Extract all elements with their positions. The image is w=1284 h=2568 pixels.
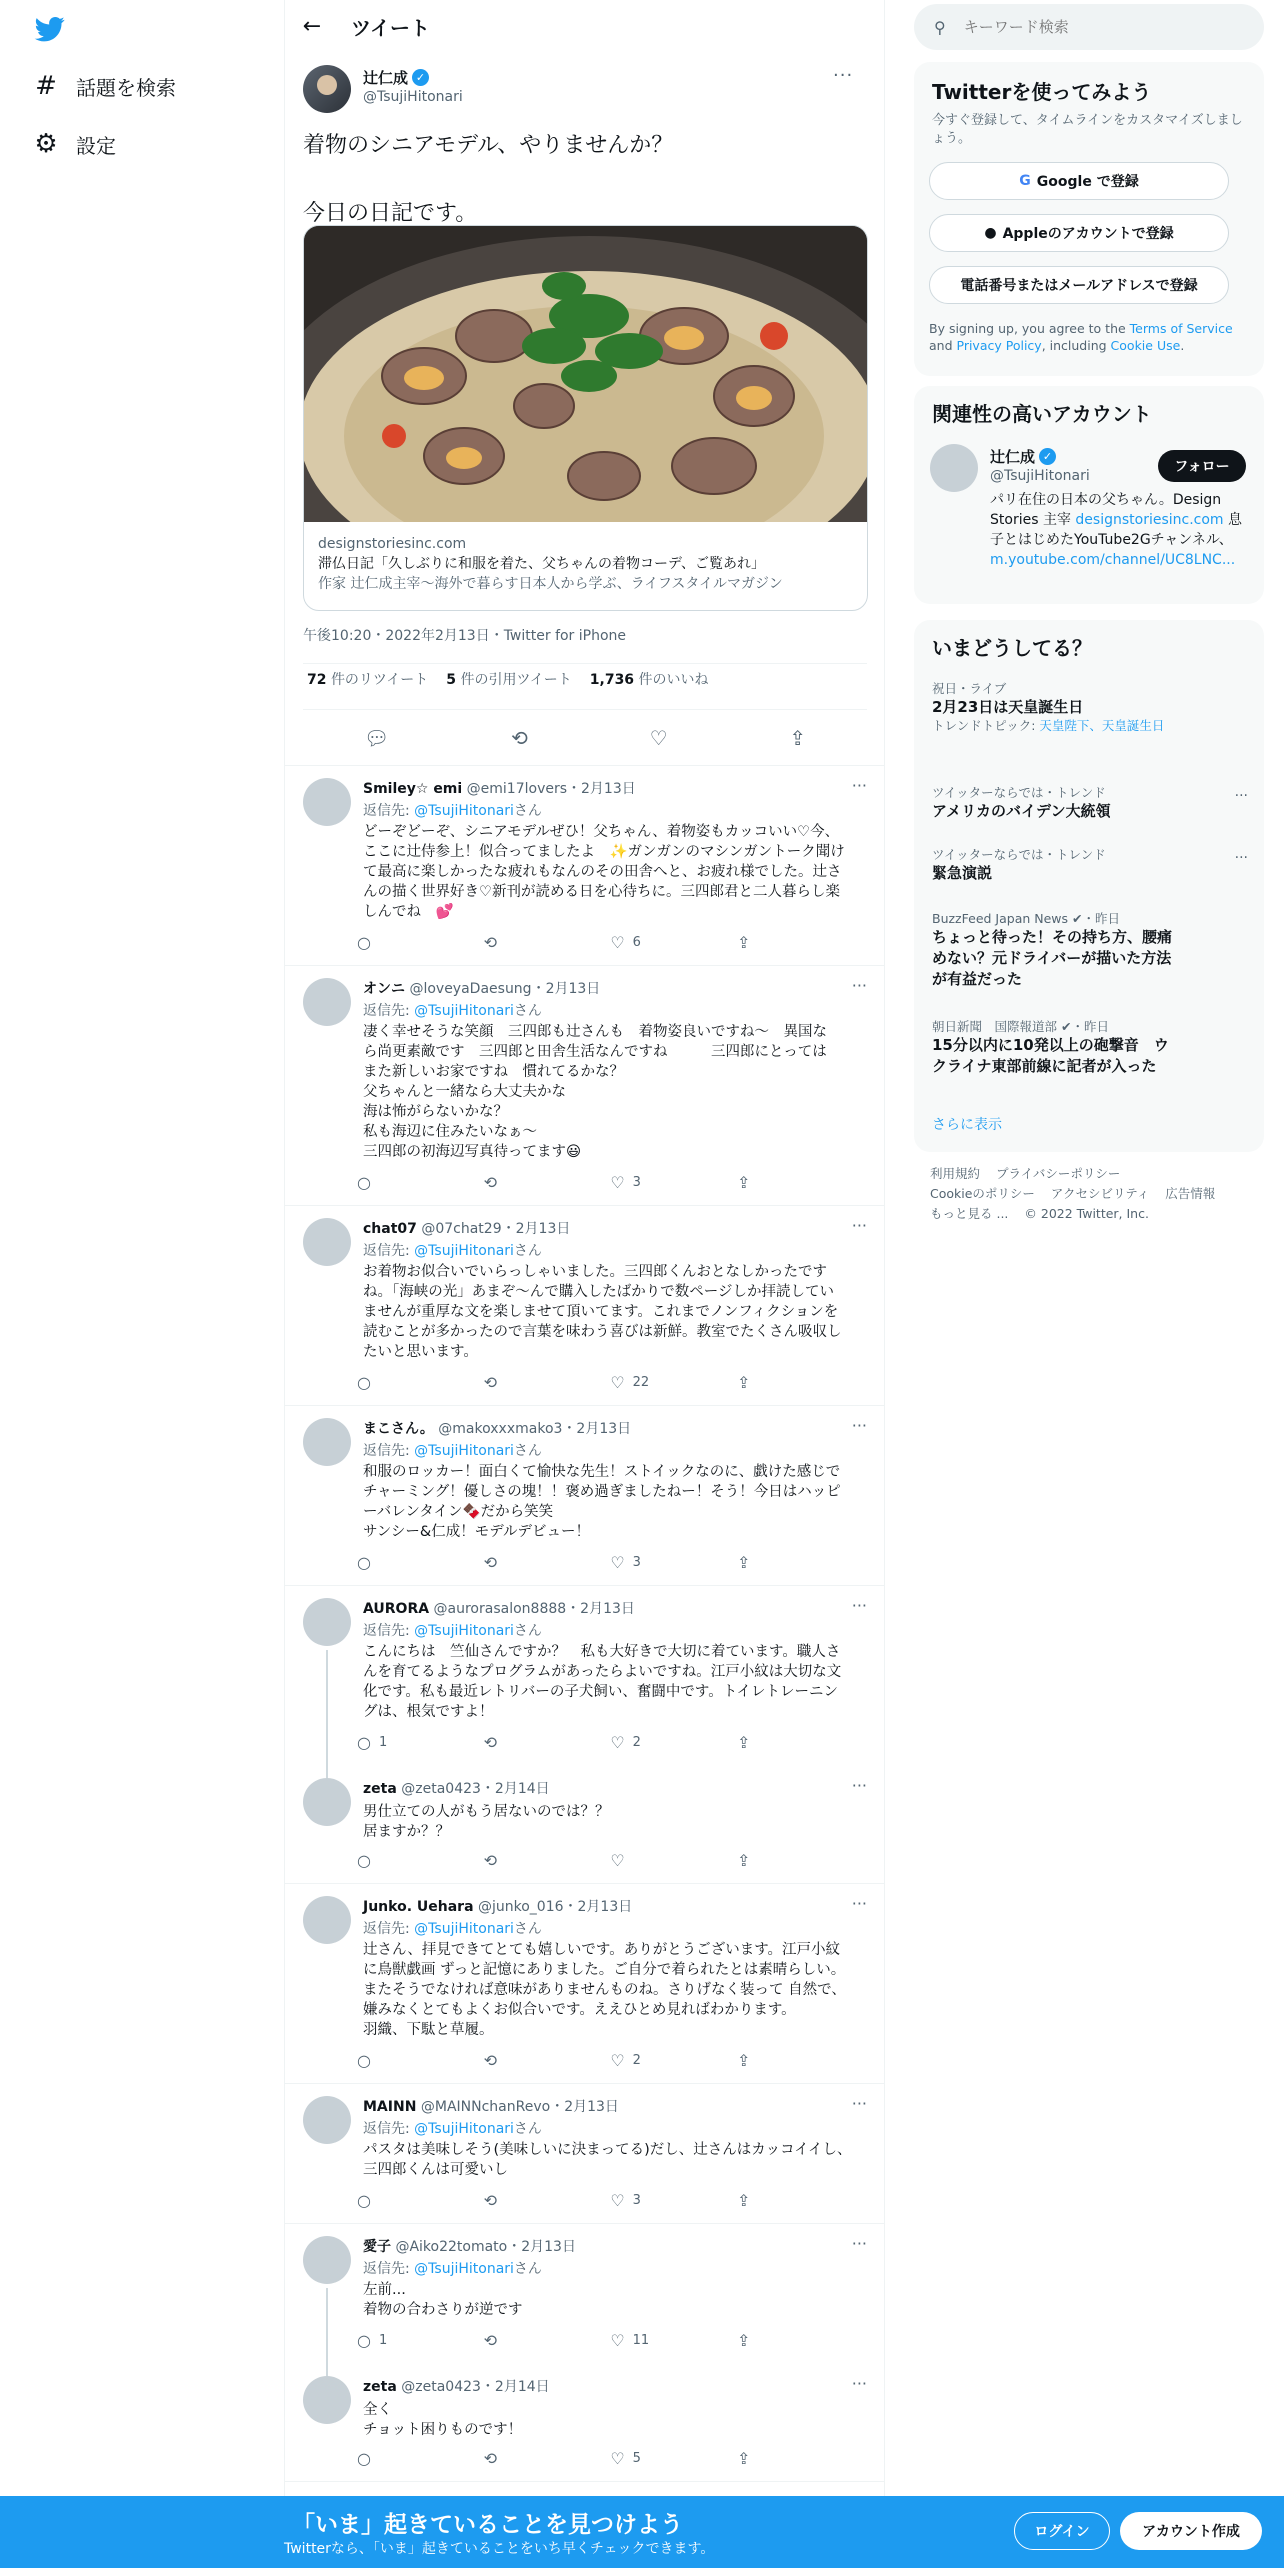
reply-header: [363, 1896, 632, 1916]
retweet-button[interactable]: [484, 2191, 544, 2210]
share-button[interactable]: [737, 2331, 797, 2350]
footer-link[interactable]: プライバシーポリシー: [996, 1166, 1121, 1181]
like-heart-icon: ♡: [610, 1850, 625, 1870]
reply-author-name[interactable]: zeta: [363, 2379, 397, 2395]
google-signup-button[interactable]: [929, 162, 1229, 200]
footer-links: [930, 1164, 1260, 1224]
phone-email-signup-button[interactable]: [929, 266, 1229, 304]
news-headline: ちょっと待った！その持ち方、腰痛めない？元ドライバーが描いた方法が有益だった: [932, 928, 1173, 988]
privacy-link[interactable]: Privacy Policy: [956, 338, 1042, 353]
reply-to-line: 返信先: @TsujiHitonariさん: [363, 1623, 542, 1639]
reply-author-handle[interactable]: @MAINNchanRevo: [420, 2099, 551, 2115]
more-options-icon[interactable]: ···: [851, 1596, 867, 1615]
page-header: [285, 0, 885, 53]
avatar[interactable]: [303, 2236, 351, 2284]
reply-text: パスタは美味しそう(美味しいに決まってる)だし、辻さんはカッコイイし、 三四郎くんは可愛いし: [363, 2142, 852, 2178]
news-source: 朝日新聞 国際報道部 ✔・昨日: [932, 1019, 1109, 1034]
reply-header: [363, 778, 636, 798]
reply-button[interactable]: [357, 1373, 417, 1392]
like-heart-icon: ♡: [610, 1552, 625, 1572]
like-heart-icon: ♡: [610, 2330, 625, 2350]
divider: [303, 709, 867, 710]
apple-signup-label: Appleのアカウントで登録: [1002, 226, 1174, 242]
footer-link[interactable]: Cookieのポリシー: [930, 1186, 1035, 1201]
reply-actions: [357, 2048, 797, 2072]
reply-icon: ○: [357, 932, 371, 952]
like-heart-icon: ♡: [610, 1172, 625, 1192]
news-headline: 15分以内に10発以上の砲撃音 ウクライナ東部前線に記者が入った: [932, 1036, 1169, 1075]
share-icon: ⇪: [736, 1552, 751, 1572]
share-button[interactable]: [737, 2051, 797, 2070]
avatar[interactable]: [303, 1598, 351, 1646]
avatar[interactable]: [303, 2096, 351, 2144]
share-icon: ⇪: [736, 2448, 751, 2468]
share-icon: ⇪: [736, 1372, 751, 1392]
like-button[interactable]: ♡ 3: [610, 2190, 641, 2210]
avatar[interactable]: [303, 978, 351, 1026]
related-account-name[interactable]: [990, 446, 1056, 467]
reply-to-line: 返信先: @TsujiHitonariさん: [363, 2261, 542, 2277]
reply-header: [363, 1778, 550, 1798]
bottom-signup-bar: [0, 2496, 1284, 2568]
news-item[interactable]: [932, 910, 1172, 990]
reply-actions: [357, 1730, 797, 1754]
retweet-icon: ⟲: [483, 2050, 498, 2070]
like-heart-icon: ♡: [610, 2448, 625, 2468]
reply-tweet[interactable]: [285, 766, 885, 966]
retweet-button[interactable]: [484, 933, 544, 952]
like-heart-icon: ♡: [610, 2190, 625, 2210]
share-icon: ⇪: [736, 1732, 751, 1752]
like-button[interactable]: ♡ 22: [610, 1372, 650, 1392]
like-button[interactable]: ♡ 5: [610, 2448, 641, 2468]
like-count[interactable]: 1,736 件のいいね: [589, 672, 709, 688]
like-button[interactable]: ♡ 11: [610, 2330, 650, 2350]
more-options-icon[interactable]: ···: [851, 776, 867, 795]
share-button[interactable]: [737, 1373, 797, 1392]
phone-signup-label: 電話番号またはメールアドレスで登録: [960, 278, 1198, 294]
reply-tweet[interactable]: [285, 1206, 885, 1406]
more-options-icon[interactable]: ···: [851, 1416, 867, 1435]
reply-date[interactable]: ・2月13日: [566, 1601, 635, 1617]
trend-meta: ツイッターならでは・トレンド: [932, 785, 1106, 800]
reply-header: [363, 978, 600, 998]
reply-author-name[interactable]: zeta: [363, 1781, 397, 1797]
like-heart-icon: ♡: [610, 932, 625, 952]
reply-tweet[interactable]: [285, 966, 885, 1206]
search-box[interactable]: [914, 4, 1264, 50]
avatar[interactable]: [303, 778, 351, 826]
left-nav: [0, 0, 284, 2568]
more-options-icon[interactable]: ···: [1234, 788, 1248, 804]
retweet-icon[interactable]: ⟲: [511, 726, 528, 750]
apple-icon: ●: [984, 225, 997, 241]
reply-header: [363, 2376, 550, 2396]
reply-text: 凄く幸せそうな笑顔 三四郎も辻さんも 着物姿良いですね〜 異国な ら尚更素敵です 三四郎と田舎生活なんですね 三四郎にとっては また新しいお家ですね 慣れてるかな？ 父ちゃんと一緒なら大丈夫かな 海は怖がらないかな？ 私も海辺に住みたいなぁ〜 三四郎の初海辺写真待ってます😃: [363, 1024, 827, 1160]
reply-text: お着物お似合いでいらっしゃいました。三四郎くんおとなしかったです ね。「海峡の光」あまぞ〜んで購入したばかりで数ページしか拝読してい ませんが重厚な文を楽しませて頂いてます。これまでノンフィクションを 読むことが多かったので言葉を味わう喜びは新鮮。教室でたくさん吸収し たいと思います。: [363, 1264, 842, 1360]
more-options-icon[interactable]: ···: [851, 1216, 867, 1235]
news-source: BuzzFeed Japan News ✔・昨日: [932, 911, 1120, 926]
cookie-link[interactable]: Cookie Use: [1110, 338, 1181, 353]
retweet-icon: ⟲: [483, 932, 498, 952]
more-options-icon[interactable]: ···: [851, 2234, 867, 2253]
bio-link[interactable]: designstoriesinc.com: [1075, 512, 1224, 528]
more-options-icon[interactable]: ···: [851, 1776, 867, 1795]
main-column: [284, 0, 885, 2568]
footer-link[interactable]: 利用規約: [930, 1166, 981, 1181]
share-button[interactable]: [737, 1851, 797, 1870]
reply-icon: ○: [357, 2448, 371, 2468]
reply-button[interactable]: [357, 2449, 417, 2468]
google-icon: G: [1019, 173, 1031, 189]
like-heart-icon: ♡: [610, 1372, 625, 1392]
reply-actions: [357, 930, 797, 954]
follow-button[interactable]: フォロー: [1158, 450, 1246, 482]
related-accounts-panel: [914, 386, 1264, 604]
retweet-button[interactable]: [484, 2449, 544, 2468]
reply-to-line: 返信先: @TsujiHitonariさん: [363, 1443, 542, 1459]
trend-meta: ツイッターならでは・トレンド: [932, 847, 1106, 862]
reply-to-line: 返信先: @TsujiHitonariさん: [363, 803, 542, 819]
reply-to-handle[interactable]: @TsujiHitonari: [414, 2121, 514, 2137]
related-title: 関連性の高いアカウント: [932, 402, 1152, 426]
hashtag-icon: #: [35, 71, 57, 101]
reply-author-handle[interactable]: @emi17lovers: [466, 781, 568, 797]
trend-item[interactable]: [932, 784, 1248, 822]
reply-text: 全く チョット困りものです！: [363, 2402, 523, 2438]
nav-item-label: 話題を検索: [76, 75, 176, 100]
reply-actions: [357, 1170, 797, 1194]
like-button[interactable]: ♡ 2: [610, 1732, 641, 1752]
reply-tweet[interactable]: [285, 1766, 885, 1884]
like-button[interactable]: ♡ 3: [610, 1552, 641, 1572]
back-arrow-icon[interactable]: ←: [302, 14, 322, 39]
share-button[interactable]: [737, 1173, 797, 1192]
retweet-button[interactable]: [484, 1173, 544, 1192]
reply-button[interactable]: [357, 2191, 417, 2210]
reply-to-handle[interactable]: @TsujiHitonari: [414, 1443, 514, 1459]
reply-tweet[interactable]: [285, 1406, 885, 1586]
like-button[interactable]: ♡ 2: [610, 2050, 641, 2070]
reply-to-handle[interactable]: @TsujiHitonari: [414, 2261, 514, 2277]
avatar[interactable]: [303, 65, 351, 113]
reply-to-handle[interactable]: @TsujiHitonari: [414, 1921, 514, 1937]
thread-line: [326, 1650, 328, 1778]
footer-link[interactable]: 広告情報: [1165, 1186, 1216, 1201]
reply-tweet[interactable]: [285, 1884, 885, 2084]
nav-item-explore[interactable]: [32, 66, 176, 106]
avatar[interactable]: [303, 1418, 351, 1466]
reply-icon: ○: [357, 2050, 371, 2070]
trend-item[interactable]: [932, 680, 1248, 734]
tweet-stats: [307, 669, 709, 689]
pasta-clams-photo: [304, 226, 868, 522]
like-heart-icon: ♡: [610, 2050, 625, 2070]
author-name-text: 辻仁成: [363, 69, 409, 87]
reply-date[interactable]: ・2月13日: [531, 981, 601, 997]
trend-sub: トレンドトピック: 天皇陛下、天皇誕生日: [932, 718, 1165, 733]
reply-actions: [357, 1370, 797, 1394]
trend-meta: 祝日・ライブ: [932, 681, 1007, 696]
reply-author-name[interactable]: MAINN: [363, 2099, 417, 2115]
reply-author-handle[interactable]: @loveyaDaesung: [409, 981, 532, 997]
reply-author-name[interactable]: Smiley☆ emi: [363, 781, 463, 797]
reply-date[interactable]: ・2月13日: [562, 1421, 632, 1437]
terms-link[interactable]: Terms of Service: [1129, 321, 1233, 336]
reply-button[interactable]: [357, 1173, 417, 1192]
tweet-timestamp[interactable]: 午後10:20・2022年2月13日・Twitter for iPhone: [303, 628, 627, 644]
author-handle[interactable]: @TsujiHitonari: [363, 89, 463, 105]
verified-badge-icon: ✓: [412, 69, 429, 86]
reply-button[interactable]: [357, 933, 417, 952]
verified-badge-icon: ✓: [1039, 448, 1056, 465]
reply-header: [363, 1218, 570, 1238]
reply-author-name[interactable]: まこさん。: [363, 1421, 434, 1437]
reply-date[interactable]: ・2月14日: [480, 2379, 550, 2395]
reply-author-handle[interactable]: @Aiko22tomato: [395, 2239, 508, 2255]
reply-button[interactable]: ○ 1: [357, 2330, 388, 2350]
reply-actions: [357, 2328, 797, 2352]
reply-icon: ○: [357, 2330, 371, 2350]
show-more-link[interactable]: さらに表示: [932, 1117, 1002, 1133]
reply-icon: ○: [357, 1732, 371, 1752]
quote-count[interactable]: 5 件の引用ツイート: [446, 672, 572, 688]
login-button[interactable]: ログイン: [1014, 2512, 1110, 2550]
related-account-handle[interactable]: @TsujiHitonari: [990, 468, 1090, 484]
reply-tweet[interactable]: [285, 2364, 885, 2482]
share-button[interactable]: [737, 2191, 797, 2210]
trends-panel: [914, 620, 1264, 1152]
reply-button[interactable]: ○ 1: [357, 1732, 388, 1752]
link-card-domain: designstoriesinc.com: [318, 536, 467, 552]
create-account-button[interactable]: アカウント作成: [1120, 2512, 1262, 2550]
bottom-bar-subtitle: Twitterなら、「いま」起きていることをいち早くチェックできます。: [284, 2541, 715, 2557]
reply-icon: ○: [357, 1172, 371, 1192]
avatar[interactable]: [303, 1778, 351, 1826]
reply-to-handle[interactable]: @TsujiHitonari: [414, 803, 514, 819]
reply-tweet[interactable]: [285, 1586, 885, 1766]
like-button[interactable]: [610, 1851, 670, 1870]
avatar[interactable]: [303, 1218, 351, 1266]
reply-author-handle[interactable]: @zeta0423: [401, 2379, 481, 2395]
signup-panel: [914, 62, 1264, 376]
tweet-actions: [303, 713, 867, 763]
share-icon: ⇪: [736, 2190, 751, 2210]
retweet-icon: ⟲: [483, 2330, 498, 2350]
more-options-icon[interactable]: ···: [1234, 850, 1248, 866]
retweet-button[interactable]: [484, 1733, 544, 1752]
twitter-logo-icon[interactable]: [32, 14, 68, 44]
reply-header: [363, 2236, 576, 2256]
reply-header: [363, 1418, 631, 1438]
avatar[interactable]: [303, 1896, 351, 1944]
reply-date[interactable]: ・2月13日: [567, 781, 636, 797]
link-card-info: [304, 522, 868, 606]
reply-author-name[interactable]: 愛子: [363, 2239, 391, 2255]
retweet-button[interactable]: [484, 2331, 544, 2350]
copyright: © 2022 Twitter, Inc.: [1024, 1206, 1149, 1221]
reply-button[interactable]: [357, 1553, 417, 1572]
footer-link[interactable]: もっと見る ...: [930, 1206, 1009, 1221]
gear-icon: ⚙: [34, 129, 58, 159]
more-options-icon[interactable]: ···: [851, 1894, 867, 1913]
reply-date[interactable]: ・2月14日: [480, 1781, 550, 1797]
reply-header: [363, 2096, 619, 2116]
tweet-text: 着物のシニアモデル、やりませんか？ 今日の日記です。: [303, 133, 674, 226]
avatar[interactable]: [303, 2376, 351, 2424]
reply-icon: ○: [357, 1850, 371, 1870]
reply-date[interactable]: ・2月13日: [501, 1221, 571, 1237]
reply-to-line: 返信先: @TsujiHitonariさん: [363, 1243, 542, 1259]
like-heart-icon: ♡: [610, 1732, 625, 1752]
more-options-icon[interactable]: ···: [833, 65, 854, 86]
reply-author-handle[interactable]: @zeta0423: [401, 1781, 481, 1797]
reply-author-name[interactable]: AURORA: [363, 1601, 430, 1617]
related-name-text: 辻仁成: [990, 448, 1036, 466]
more-options-icon[interactable]: ···: [851, 2094, 867, 2113]
more-options-icon[interactable]: ···: [851, 976, 867, 995]
news-item[interactable]: [932, 1018, 1172, 1077]
related-account-bio: パリ在住の日本の父ちゃん。Design Stories 主宰 designstoriesinc.com 息子とはじめたYouTube2Gチャンネル、m.youtube.com/channel/UC8LNC...: [990, 492, 1243, 568]
link-card-title: 滞仏日記「久しぶりに和服を着た、父ちゃんの着物コーデ、ご覧あれ」: [318, 556, 766, 572]
share-button[interactable]: [737, 1733, 797, 1752]
reply-text: 左前... 着物の合わさりが逆です: [363, 2282, 523, 2318]
nav-item-label: 設定: [76, 133, 116, 158]
google-signup-label: Google で登録: [1036, 174, 1139, 190]
reply-author-name[interactable]: chat07: [363, 1221, 417, 1237]
bio-link[interactable]: m.youtube.com/channel/UC8LNC...: [990, 552, 1236, 568]
trends-title: いまどうしてる？: [932, 636, 1092, 660]
share-icon: ⇪: [736, 932, 751, 952]
reply-icon: ○: [357, 2190, 371, 2210]
retweet-icon: ⟲: [483, 1372, 498, 1392]
reply-text: こんにちは 竺仙さんですか？ 私も大好きで大切に着ています。職人さ んを育てるようなプログラムがあったらよいですね。江戸小紋は大切な文 化です。私も最近レトリバーの子犬飼い、奮闘中です。トイレトレーニン グは、根気ですよ！: [363, 1644, 842, 1720]
retweet-icon: ⟲: [483, 1732, 498, 1752]
bottom-bar-title: 「いま」起きていることを見つけよう: [292, 2512, 683, 2538]
reply-icon: ○: [357, 1372, 371, 1392]
reply-author-handle[interactable]: @07chat29: [421, 1221, 502, 1237]
more-options-icon[interactable]: ···: [851, 2374, 867, 2393]
search-input[interactable]: [964, 18, 1224, 36]
reply-to-line: 返信先: @TsujiHitonariさん: [363, 1921, 542, 1937]
trend-topic-link[interactable]: 天皇陛下、天皇誕生日: [1039, 718, 1165, 733]
retweet-button[interactable]: [484, 2051, 544, 2070]
reply-date[interactable]: ・2月13日: [563, 1899, 633, 1915]
reply-text: 辻さん、拝見できてとても嬉しいです。ありがとうございます。江戸小紋 に鳥獣戯画 ずっと記憶にありました。ご自分で着られたとは素晴らしい。 またそうでなければ意味がありませんものね。さりげなく装って 自然で、 嫌みなくとてもよくお似合いです。ええひとめ見ればわかります。 羽織、下駄と草履。: [363, 1942, 846, 2038]
trend-name: 緊急演説: [932, 864, 993, 882]
page-title: ツイート: [351, 16, 430, 40]
like-heart-icon[interactable]: ♡: [649, 726, 668, 750]
reply-icon[interactable]: 💬︎: [363, 726, 390, 750]
reply-to-handle[interactable]: @TsujiHitonari: [414, 1003, 514, 1019]
replies-list: [285, 766, 885, 2482]
reply-author-handle[interactable]: @makoxxxmako3: [438, 1421, 563, 1437]
retweet-button[interactable]: [484, 1553, 544, 1572]
retweet-icon: ⟲: [483, 1172, 498, 1192]
reply-author-handle[interactable]: @aurorasalon8888: [433, 1601, 567, 1617]
thread-line: [326, 2288, 328, 2376]
divider: [303, 663, 867, 664]
retweet-button[interactable]: [484, 1373, 544, 1392]
reply-button[interactable]: [357, 2051, 417, 2070]
nav-item-settings[interactable]: [32, 124, 116, 164]
reply-date[interactable]: ・2月13日: [550, 2099, 619, 2115]
share-button[interactable]: [737, 2449, 797, 2468]
trend-name: 2月23日は天皇誕生日: [932, 698, 1084, 716]
reply-tweet[interactable]: [285, 2084, 885, 2224]
link-card[interactable]: [303, 225, 868, 611]
like-button[interactable]: ♡ 3: [610, 1172, 641, 1192]
share-icon: ⇪: [736, 2050, 751, 2070]
reply-to-line: 返信先: @TsujiHitonariさん: [363, 1003, 542, 1019]
reply-tweet[interactable]: [285, 2224, 885, 2364]
like-button[interactable]: ♡ 6: [610, 932, 641, 952]
reply-to-handle[interactable]: @TsujiHitonari: [414, 1623, 514, 1639]
retweet-icon: ⟲: [483, 2448, 498, 2468]
retweet-count[interactable]: 72 件のリツイート: [307, 672, 429, 688]
share-icon: ⇪: [736, 1850, 751, 1870]
signup-legal-text: By signing up, you agree to the Terms of Service and Privacy Policy, including Cookie Use.: [929, 321, 1233, 353]
reply-to-line: 返信先: @TsujiHitonariさん: [363, 2121, 542, 2137]
signup-subtitle: 今すぐ登録して、タイムラインをカスタマイズしましょう。: [932, 113, 1243, 146]
search-icon: ⚲: [934, 17, 946, 37]
reply-text: 和服のロッカー！面白くて愉快な先生！ストイックなのに、戯けた感じで チャーミング！優しさの塊！！褒め過ぎましたねー！そう！今日はハッピ ーバレンタイン🍫だから笑笑 サンシー&仁成！モデルデビュー！: [363, 1464, 841, 1540]
reply-actions: [357, 1550, 797, 1574]
reply-text: 男仕立ての人がもう居ないのでは？？ 居ますか？？: [363, 1804, 610, 1840]
retweet-icon: ⟲: [483, 1850, 498, 1870]
reply-icon: ○: [357, 1552, 371, 1572]
link-card-description: 作家 辻仁成主宰～海外で暮らす日本人から学ぶ、ライフスタイルマガジン: [318, 576, 783, 592]
reply-text: どーぞどーぞ、シニアモデルぜひ！父ちゃん、着物姿もカッコいい♡今、 ここに辻侍参上！似合ってましたよ ✨ガンガンのマシンガントーク聞け て最高に楽しかったな疲れもなんのその田舎へと、お疲れ様でした。辻さ んの描く世界好き♡新刊が読める日を心待ちに。三四郎君と二人暮らし楽 しんでね 💕: [363, 824, 845, 920]
share-button[interactable]: [737, 1553, 797, 1572]
avatar[interactable]: [930, 444, 978, 492]
trend-name: アメリカのバイデン大統領: [932, 802, 1111, 820]
retweet-icon: ⟲: [483, 1552, 498, 1572]
share-icon[interactable]: ⇪: [789, 726, 807, 750]
author-name[interactable]: [363, 67, 429, 88]
signup-title: Twitterを使ってみよう: [932, 80, 1152, 104]
retweet-icon: ⟲: [483, 2190, 498, 2210]
reply-author-name[interactable]: Junko. Uehara: [363, 1899, 474, 1915]
share-icon: ⇪: [736, 2330, 751, 2350]
reply-to-handle[interactable]: @TsujiHitonari: [414, 1243, 514, 1259]
reply-actions: [357, 1848, 797, 1872]
reply-date[interactable]: ・2月13日: [507, 2239, 576, 2255]
reply-author-name[interactable]: オンニ: [363, 981, 405, 997]
share-button[interactable]: [737, 933, 797, 952]
reply-actions: [357, 2188, 797, 2212]
footer-link[interactable]: アクセシビリティ: [1050, 1186, 1150, 1201]
reply-author-handle[interactable]: @junko_016: [477, 1899, 564, 1915]
reply-actions: [357, 2446, 797, 2470]
retweet-button[interactable]: [484, 1851, 544, 1870]
reply-header: [363, 1598, 635, 1618]
trend-item[interactable]: [932, 846, 1248, 884]
reply-button[interactable]: [357, 1851, 417, 1870]
apple-signup-button[interactable]: [929, 214, 1229, 252]
share-icon: ⇪: [736, 1172, 751, 1192]
